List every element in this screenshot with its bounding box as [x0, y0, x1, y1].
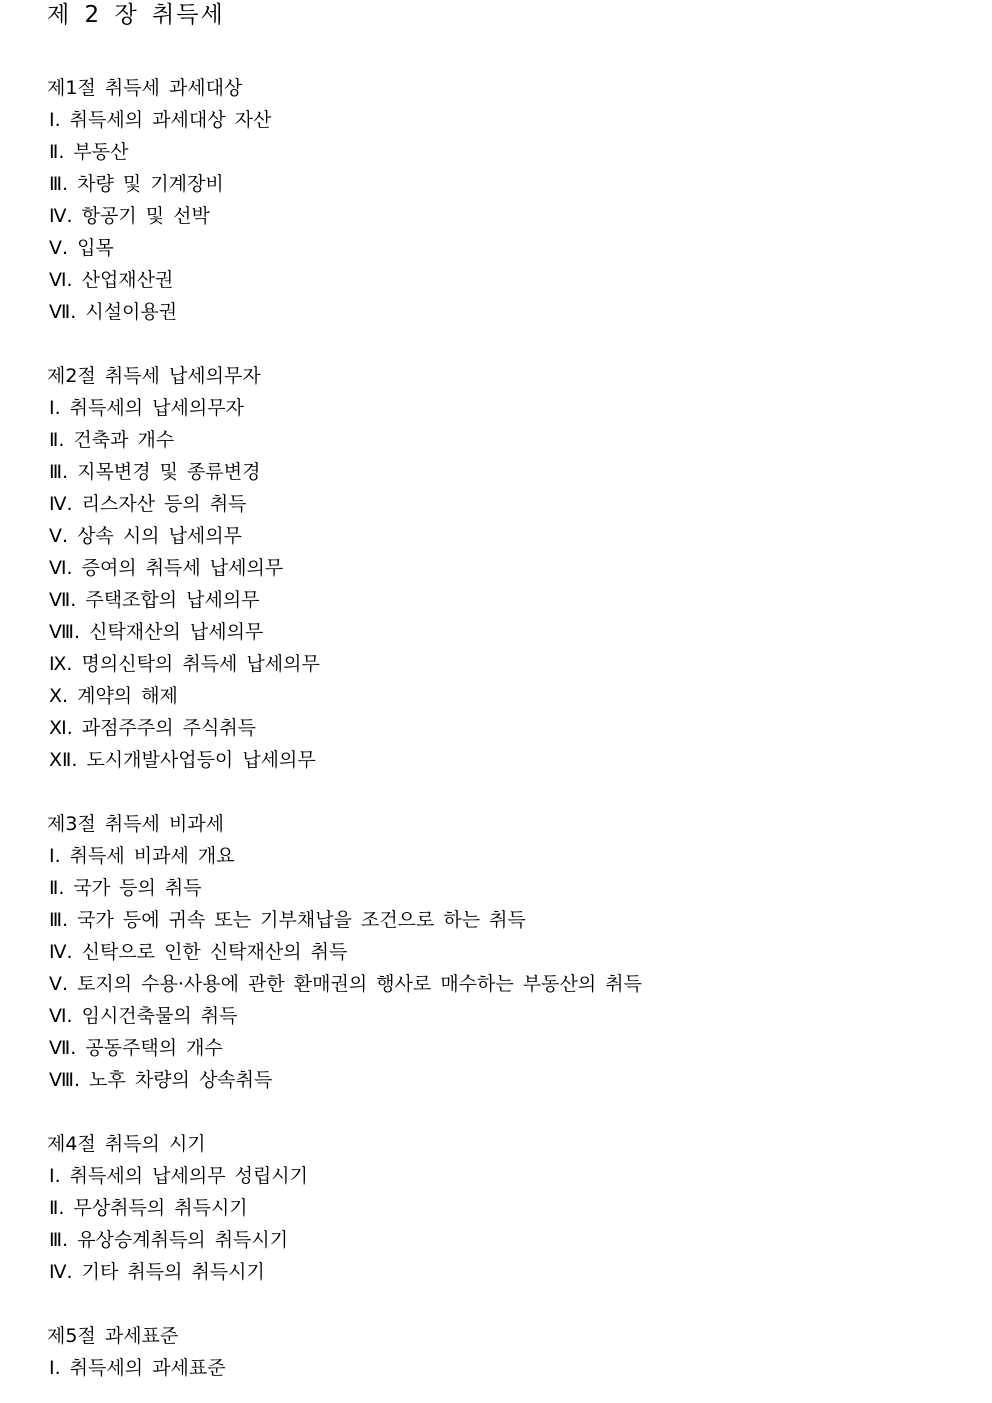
toc-item: Ⅳ. 신탁으로 인한 신탁재산의 취득 [49, 941, 348, 963]
toc-item: Ⅳ. 기타 취득의 취득시기 [49, 1261, 265, 1283]
toc-section [47, 1128, 967, 1288]
section-heading: 제3절 취득세 비과세 [47, 813, 224, 835]
chapter-title: 제 2 장 취득세 [47, 2, 225, 28]
toc-item: Ⅲ. 차량 및 기계장비 [49, 173, 224, 195]
toc-item: Ⅱ. 부동산 [49, 141, 129, 163]
toc-item: ⅩⅡ. 도시개발사업등이 납세의무 [49, 749, 316, 771]
toc-section [47, 360, 967, 776]
toc-item: Ⅵ. 증여의 취득세 납세의무 [49, 557, 284, 579]
toc-item: Ⅶ. 시설이용권 [49, 301, 178, 323]
toc-item: Ⅲ. 유상승계취득의 취득시기 [49, 1229, 289, 1251]
toc-item: Ⅵ. 임시건축물의 취득 [49, 1005, 238, 1027]
toc-item: Ⅲ. 국가 등에 귀속 또는 기부채납을 조건으로 하는 취득 [49, 909, 526, 931]
toc-item: Ⅰ. 취득세의 과세대상 자산 [49, 109, 272, 131]
toc-page [47, 0, 967, 1384]
toc-item: Ⅳ. 항공기 및 선박 [49, 205, 210, 227]
toc-item: Ⅶ. 주택조합의 납세의무 [49, 589, 260, 611]
toc-item: Ⅰ. 취득세의 과세표준 [49, 1357, 226, 1379]
toc-item: Ⅰ. 취득세 비과세 개요 [49, 845, 235, 867]
toc-item: Ⅴ. 입목 [49, 237, 114, 259]
toc-item: Ⅴ. 상속 시의 납세의무 [49, 525, 242, 547]
toc-item: Ⅺ. 과점주주의 주식취득 [49, 717, 257, 739]
toc-item: Ⅵ. 산업재산권 [49, 269, 174, 291]
section-heading: 제2절 취득세 납세의무자 [47, 365, 261, 387]
section-heading: 제4절 취득의 시기 [47, 1133, 206, 1155]
toc-item: Ⅷ. 노후 차량의 상속취득 [49, 1069, 273, 1091]
section-heading: 제1절 취득세 과세대상 [47, 77, 243, 99]
toc-item: Ⅳ. 리스자산 등의 취득 [49, 493, 247, 515]
toc-section [47, 808, 967, 1096]
section-heading: 제5절 과세표준 [47, 1325, 179, 1347]
toc-item: Ⅴ. 토지의 수용·사용에 관한 환매권의 행사로 매수하는 부동산의 취득 [49, 973, 642, 995]
toc-section [47, 72, 967, 328]
toc-item: Ⅶ. 공동주택의 개수 [49, 1037, 223, 1059]
toc-item: Ⅰ. 취득세의 납세의무 성립시기 [49, 1165, 309, 1187]
toc-item: Ⅹ. 계약의 해제 [49, 685, 178, 707]
toc-item: Ⅲ. 지목변경 및 종류변경 [49, 461, 261, 483]
toc-item: Ⅱ. 건축과 개수 [49, 429, 175, 451]
spacer [47, 30, 967, 72]
toc-sections [47, 72, 967, 1384]
toc-item: Ⅱ. 무상취득의 취득시기 [49, 1197, 248, 1219]
toc-item: Ⅰ. 취득세의 납세의무자 [49, 397, 244, 419]
toc-item: Ⅱ. 국가 등의 취득 [49, 877, 202, 899]
toc-item: Ⅸ. 명의신탁의 취득세 납세의무 [49, 653, 320, 675]
toc-section [47, 1320, 967, 1384]
toc-item: Ⅷ. 신탁재산의 납세의무 [49, 621, 264, 643]
